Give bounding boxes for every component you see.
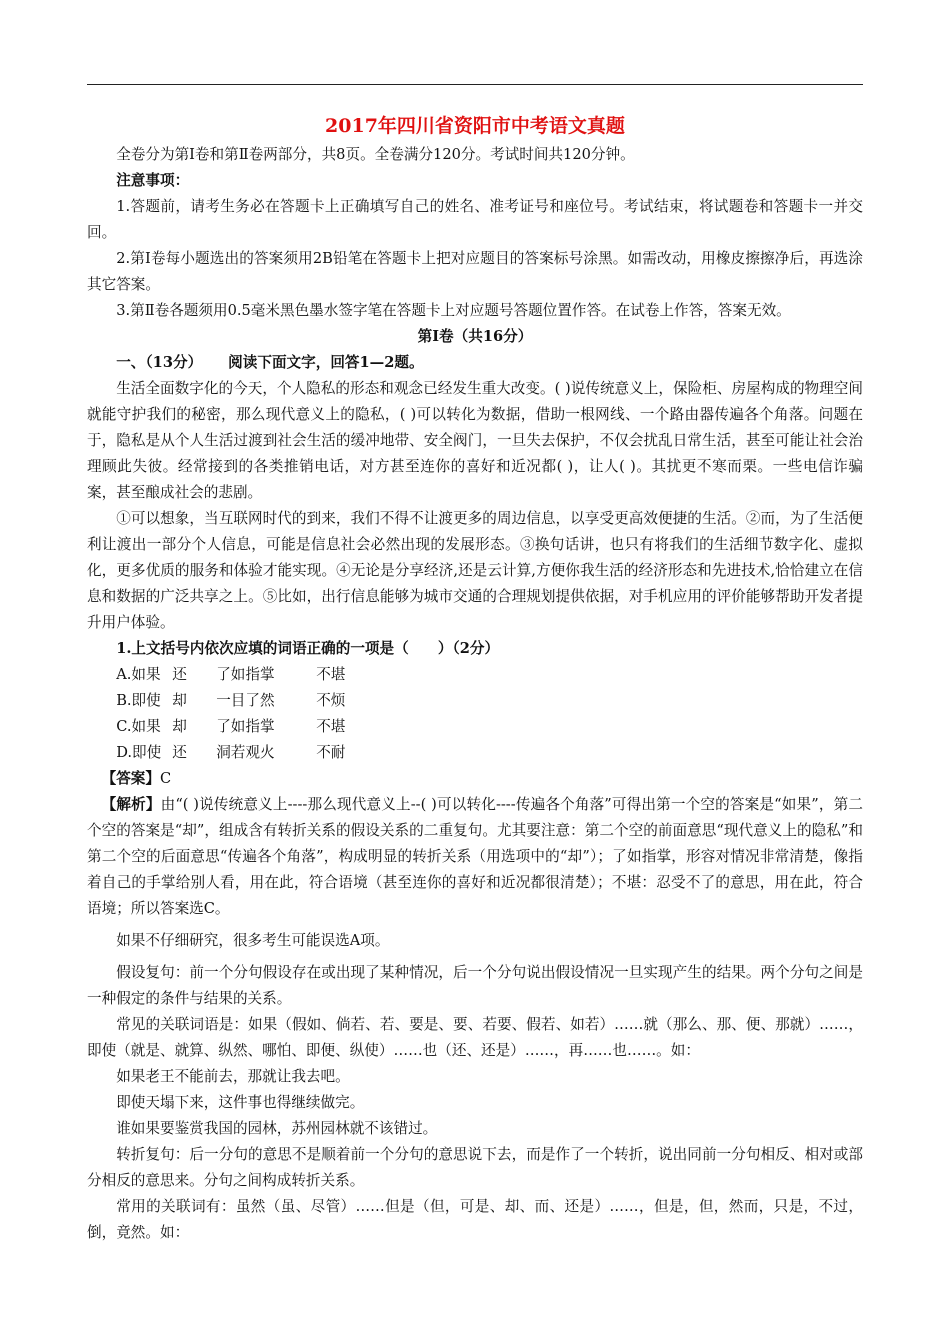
- option-label: A.如果: [116, 666, 161, 683]
- analysis-paragraph: [87, 792, 863, 922]
- notice-item: 2.第Ⅰ卷每小题选出的答案须用2B铅笔在答题卡上把对应题目的答案标号涂黑。如需改动，用橡皮擦擦净后，再选涂其它答案。: [87, 250, 863, 293]
- option-word: 洞若观火: [216, 744, 275, 761]
- note-paragraph: 常用的关联词有：虽然（虽、尽管）……但是（但，可是、却、而、还是）……，但是，但，然而，只是，不过，倒，竟然。如：: [87, 1198, 863, 1241]
- option-label: B.即使: [116, 692, 161, 709]
- exam-title: 2017年四川省资阳市中考语文真题: [325, 115, 625, 137]
- answer-line: [87, 766, 863, 792]
- example-sentence: 谁如果要鉴赏我国的园林，苏州园林就不该错过。: [116, 1120, 438, 1137]
- option-word: 了如指掌: [216, 666, 275, 683]
- option-word: 却: [172, 692, 187, 709]
- option-word: 了如指掌: [216, 718, 275, 735]
- option-word: 一目了然: [216, 692, 275, 709]
- passage-paragraph: ①可以想象，当互联网时代的到来，我们不得不让渡更多的周边信息，以享受更高效便捷的生活。②而，为了生活便利让渡出一部分个人信息，可能是信息社会必然出现的发展形态。③换句话讲，也只有将我们的生活细节数字化、虚拟化，更多优质的服务和体验才能实现。④无论是分享经济,还是云计算,方便你我生活的经济形态和先进技术,恰恰建立在信息和数据的广泛共享之上。⑤比如，出行信息能够为城市交通的合理规划提供依据，对手机应用的评价能够帮助开发者提升用户体验。: [87, 510, 863, 631]
- note-paragraph: 常见的关联词语是：如果（假如、倘若、若、要是、要、若要、假若、如若）……就（那么、那、便、那就）……，即使（就是、就算、纵然、哪怕、即便、纵使）……也（还、还是）……，再……也……。如：: [87, 1016, 863, 1059]
- option-row: [87, 662, 863, 688]
- option-word: 不堪: [316, 666, 346, 683]
- document-page: [87, 112, 863, 1246]
- passage-paragraph: 生活全面数字化的今天，个人隐私的形态和观念已经发生重大改变。( )说传统意义上，保险柜、房屋构成的物理空间就能守护我们的秘密，那么现代意义上的隐私，( )可以转化为数据，借助一根网线、一个路由器传遍各个角落。问题在于，隐私是从个人生活过渡到社会生活的缓冲地带、安全阀门，一旦失去保护，不仅会扰乱日常生活，甚至可能让社会治理顾此失彼。经常接到的各类推销电话，对方甚至连你的喜好和近况都( )，让人( )。其扰更不寒而栗。一些电信诈骗案，甚至酿成社会的悲剧。: [87, 380, 863, 501]
- section-heading: [87, 350, 863, 376]
- answer-value: C: [159, 770, 172, 787]
- analysis-text: 由“( )说传统意义上----那么现代意义上--( )可以转化----传遍各个角落”可得出第一个空的答案是“如果”，第二个空的答案是“却”，组成含有转折关系的假设关系的二重复句。尤其要注意：第二个空的前面意思“现代意义上的隐私”和第二个空的后面意思“传遍各个角落”，构成明显的转折关系（用选项中的“却”）；了如指掌，形容对情况非常清楚，像指着自己的手掌给别人看，用在此，符合语境（甚至连你的喜好和近况都很清楚）；不堪：忍受不了的意思，用在此，符合语境；所以答案选C。: [87, 796, 863, 917]
- option-word: 却: [172, 718, 187, 735]
- option-word: 还: [172, 666, 187, 683]
- option-word: 不烦: [316, 692, 346, 709]
- option-word: 不耐: [316, 744, 346, 761]
- notice-heading: 注意事项：: [116, 172, 190, 189]
- option-label: C.如果: [116, 718, 161, 735]
- note-paragraph: 转折复句：后一分句的意思不是顺着前一个分句的意思说下去，而是作了一个转折，说出同前一分句相反、相对或部分相反的意思来。分句之间构成转折关系。: [87, 1146, 863, 1189]
- header-rule: [87, 84, 863, 85]
- intro-text: 全卷分为第Ⅰ卷和第Ⅱ卷两部分，共8页。全卷满分120分。考试时间共120分钟。: [116, 146, 635, 163]
- option-label: D.即使: [116, 744, 162, 761]
- note-paragraph: 如果不仔细研究，很多考生可能误选A项。: [116, 932, 390, 949]
- notice-item: 1.答题前，请考生务必在答题卡上正确填写自己的姓名、准考证号和座位号。考试结束，将试题卷和答题卡一并交回。: [87, 198, 863, 241]
- example-sentence: 即使天塌下来，这件事也得继续做完。: [116, 1094, 365, 1111]
- option-row: [87, 688, 863, 714]
- part-heading: 第Ⅰ卷（共16分）: [417, 328, 533, 345]
- option-row: [87, 714, 863, 740]
- option-word: 不堪: [316, 718, 346, 735]
- question-stem: 1.上文括号内依次应填的词语正确的一项是（ ）（2分）: [116, 640, 500, 657]
- section-number: 一、（13分）: [116, 354, 203, 371]
- section-instruction: 阅读下面文字，回答1—2题。: [228, 354, 424, 371]
- analysis-label: 【解析】: [101, 796, 161, 813]
- example-sentence: 如果老王不能前去，那就让我去吧。: [116, 1068, 350, 1085]
- option-row: [87, 740, 863, 766]
- notice-item: 3.第Ⅱ卷各题须用0.5毫米黑色墨水签字笔在答题卡上对应题号答题位置作答。在试卷上作答，答案无效。: [116, 302, 791, 319]
- answer-label: 【答案】: [101, 770, 160, 787]
- note-paragraph: 假设复句：前一个分句假设存在或出现了某种情况，后一个分句说出假设情况一旦实现产生的结果。两个分句之间是一种假定的条件与结果的关系。: [87, 964, 863, 1007]
- option-word: 还: [172, 744, 187, 761]
